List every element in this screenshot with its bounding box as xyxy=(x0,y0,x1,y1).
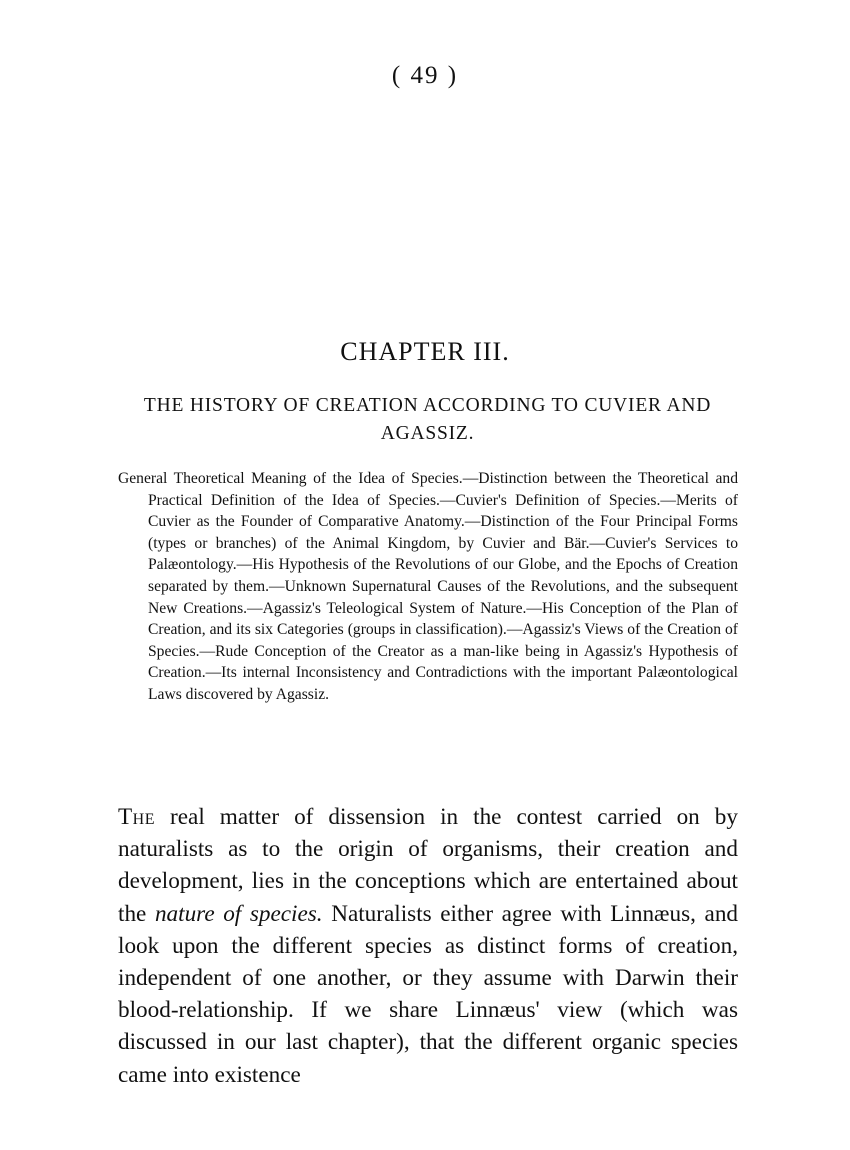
paragraph-text-part1: real matter of dissension in the contest carried on by naturalists as to the origin of organisms, their creation and development, lies in the conceptions which are entertained about the xyxy=(118,804,738,927)
paragraph-text-part2: Naturalists either agree with Linnæus, and look upon the different species as distinct forms of creation, independent of one another, or they assume with Darwin their blood-relationship. If we share Linnæus' view (which was discussed in our last chapter), that the different organic species came into existence xyxy=(118,900,739,1088)
page-number: ( 49 ) xyxy=(391,62,459,89)
chapter-synopsis: General Theoretical Meaning of the Idea of Species.—Distinction between the Theoretical and Practical Definition of the Idea of Species.—Cuvier's Definition of Species.—Merits of Cuvier as the Founder of Comparative Anatomy.—Distinction of the Four Principal Forms (types or branches) of the Animal Kingdom, by Cuvier and Bär.—Cuvier's Services to Palæontology.—His Hypothesis of the Revolutions of our Globe, and the Epochs of Creation separated by them.—Unknown Supernatural Causes of the Revolutions, and the subsequent New Creations.—Agassiz's Teleological System of Nature.—His Conception of the Plan of Creation, and its six Categories (groups in classification).—Agassiz's Views of the Creation of Species.—Rude Conception of the Creator as a man-like being in Agassiz's Hypothesis of Creation.—Its internal Inconsistency and Contradictions with the important Palæontological Laws discovered by Agassiz. xyxy=(118,470,738,703)
paragraph-italic-phrase: nature of species. xyxy=(154,900,323,927)
chapter-subtitle: THE HISTORY OF CREATION ACCORDING TO CUVIER AND AGASSIZ. xyxy=(143,395,712,444)
paragraph-lead-word: The xyxy=(118,804,155,830)
body-paragraph xyxy=(118,801,738,1091)
chapter-title: CHAPTER III. xyxy=(340,337,510,366)
